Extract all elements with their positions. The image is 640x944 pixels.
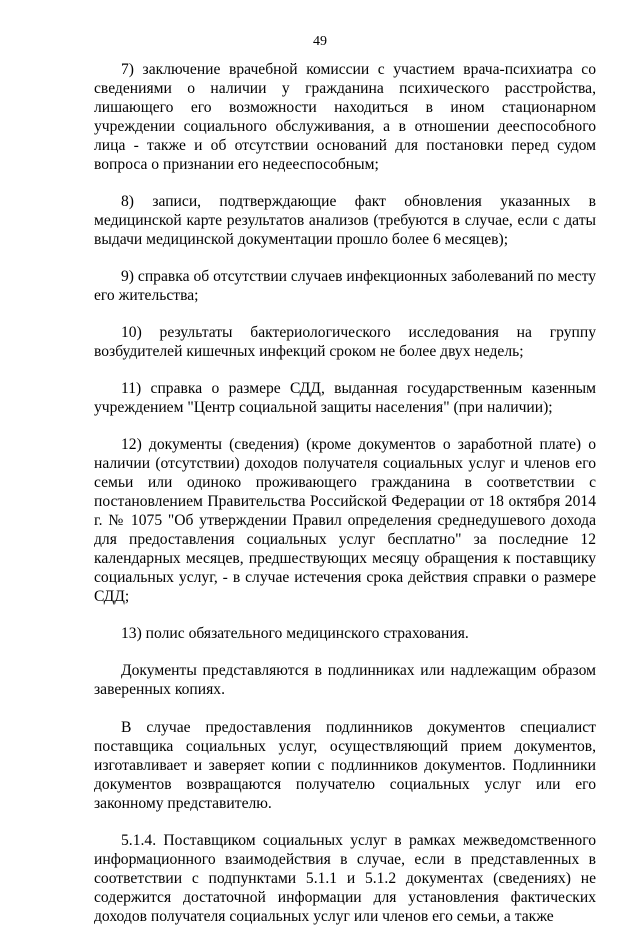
document-body <box>94 60 596 944</box>
list-item-11-sdd-certificate: 11) справка о размере СДД, выданная государственным казенным учреждением "Центр социальной защиты населения" (при наличии); <box>94 380 596 416</box>
page-number: 49 <box>313 34 327 49</box>
paragraph-documents-form: Документы представляются в подлинниках или надлежащим образом заверенных копиях. <box>94 662 596 698</box>
list-item-12-income-documents: 12) документы (сведения) (кроме документов о заработной плате) о наличии (отсутствии) доходов получателя социальных услуг и членов его семьи или одиноко проживающего гражданина в соответствии с постановлением Правительства Российской Федерации от 18 октября 2014 г. № 1075 "Об утверждении Правил определения среднедушевого дохода для предоставления социальных услуг бесплатно" за последние 12 календарных месяцев, предшествующих месяцу обращения к поставщику социальных услуг, - в случае истечения срока действия справки о размере СДД; <box>94 436 596 605</box>
paragraph-originals-handling: В случае предоставления подлинников документов специалист поставщика социальных услуг, осуществляющий прием документов, изготавливает и заверяет копии с подлинников документов. Подлинники документов возвращаются получателю социальных услуг или его законному представителю. <box>94 719 596 812</box>
list-item-8-test-records: 8) записи, подтверждающие факт обновления указанных в медицинской карте результатов анализов (требуются в случае, если с даты выдачи медицинской документации прошло более 6 месяцев); <box>94 193 596 248</box>
list-item-9-infection-certificate: 9) справка об отсутствии случаев инфекционных заболеваний по месту его жительства; <box>94 268 596 304</box>
list-item-13-insurance-policy: 13) полис обязательного медицинского страхования. <box>121 625 469 642</box>
paragraph-section-5-1-4: 5.1.4. Поставщиком социальных услуг в рамках межведомственного информационного взаимодействия в случае, если в представленных в соответствии с подпунктами 5.1.1 и 5.1.2 документах (сведениях) не содержится достаточной информации для установления фактических доходов получателя социальных услуг или членов его семьи, а также <box>94 832 596 925</box>
list-item-10-bacteriological-results: 10) результаты бактериологического исследования на группу возбудителей кишечных инфекций сроком не более двух недель; <box>94 324 596 360</box>
list-item-7-medical-commission: 7) заключение врачебной комиссии с участием врача-психиатра со сведениями о наличии у гражданина психического расстройства, лишающего его возможности находиться в ином стационарном учреждении социального обслуживания, а в отношении дееспособного лица - также и об отсутствии оснований для постановки перед судом вопроса о признании его недееспособным; <box>94 61 596 173</box>
